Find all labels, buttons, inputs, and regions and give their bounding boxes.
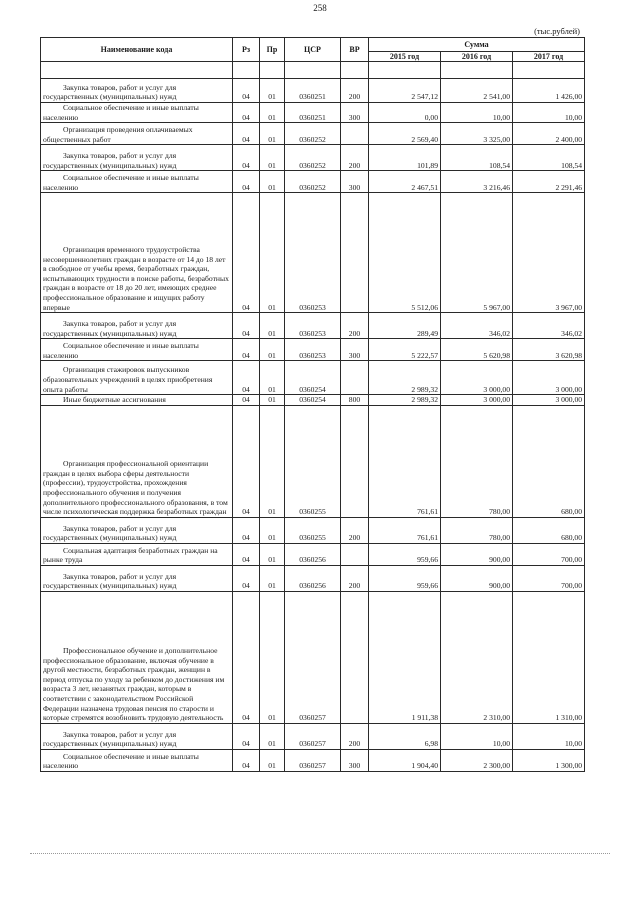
row-csr: 0360252 <box>285 123 341 145</box>
row-name-cell <box>41 361 233 395</box>
row-pr: 01 <box>260 517 285 543</box>
row-value-2017: 3 967,00 <box>513 193 585 313</box>
row-value-2016: 10,00 <box>441 103 513 123</box>
row-name: Закупка товаров, работ и услуг для государственных (муниципальных) нужд <box>43 523 177 543</box>
row-csr: 0360253 <box>285 193 341 313</box>
row-name: Организация проведения оплачиваемых общественных работ <box>43 125 193 144</box>
table-row <box>41 361 585 395</box>
row-pr: 01 <box>260 313 285 339</box>
row-vr: 200 <box>341 79 369 103</box>
table-row <box>41 543 585 565</box>
row-value-2015: 6,98 <box>369 723 441 749</box>
row-csr: 0360255 <box>285 517 341 543</box>
row-csr: 0360251 <box>285 103 341 123</box>
row-name-cell <box>41 123 233 145</box>
header-2016: 2016 год <box>441 52 513 62</box>
row-rz: 04 <box>233 543 260 565</box>
row-value-2017: 2 400,00 <box>513 123 585 145</box>
row-value-2015: 1 911,38 <box>369 591 441 723</box>
table-body <box>41 62 585 772</box>
row-name: Закупка товаров, работ и услуг для государственных (муниципальных) нужд <box>43 151 177 170</box>
row-name: Закупка товаров, работ и услуг для государственных (муниципальных) нужд <box>43 571 177 591</box>
row-value-2016: 2 300,00 <box>441 749 513 771</box>
table-row <box>41 103 585 123</box>
row-csr: 0360257 <box>285 749 341 771</box>
row-value-2017: 1 426,00 <box>513 79 585 103</box>
row-vr: 300 <box>341 339 369 361</box>
header-vr: ВР <box>341 38 369 62</box>
header-csr: ЦСР <box>285 38 341 62</box>
table-row <box>41 145 585 171</box>
row-name: Иные бюджетные ассигнования <box>63 395 166 405</box>
header-2015: 2015 год <box>369 52 441 62</box>
row-vr: 300 <box>341 103 369 123</box>
table-row <box>41 79 585 103</box>
row-pr: 01 <box>260 79 285 103</box>
row-pr: 01 <box>260 565 285 591</box>
row-name-cell <box>41 395 233 406</box>
row-value-2016: 108,54 <box>441 145 513 171</box>
row-value-2016: 2 310,00 <box>441 591 513 723</box>
budget-table <box>40 37 585 772</box>
row-name-cell <box>41 193 233 313</box>
row-csr: 0360255 <box>285 405 341 517</box>
row-value-2017: 3 000,00 <box>513 395 585 406</box>
row-vr: 200 <box>341 517 369 543</box>
row-rz: 04 <box>233 749 260 771</box>
row-name: Закупка товаров, работ и услуг для государственных (муниципальных) нужд <box>43 729 177 749</box>
row-value-2015: 2 569,40 <box>369 123 441 145</box>
row-value-2017: 10,00 <box>513 723 585 749</box>
header-sum: Сумма <box>369 38 585 52</box>
table-row <box>41 517 585 543</box>
row-rz: 04 <box>233 361 260 395</box>
row-name-cell <box>41 339 233 361</box>
row-vr: 200 <box>341 565 369 591</box>
row-pr: 01 <box>260 749 285 771</box>
row-value-2015: 101,89 <box>369 145 441 171</box>
row-value-2017: 1 300,00 <box>513 749 585 771</box>
row-rz: 04 <box>233 565 260 591</box>
row-csr: 0360252 <box>285 171 341 193</box>
row-vr <box>341 123 369 145</box>
row-name: Социальное обеспечение и иные выплаты населению <box>43 173 199 192</box>
row-value-2016: 2 541,00 <box>441 79 513 103</box>
row-name: Социальное обеспечение и иные выплаты населению <box>43 751 199 771</box>
row-rz: 04 <box>233 79 260 103</box>
row-name-cell <box>41 723 233 749</box>
row-pr: 01 <box>260 103 285 123</box>
row-rz: 04 <box>233 123 260 145</box>
table-row <box>41 313 585 339</box>
row-value-2015: 0,00 <box>369 103 441 123</box>
row-csr: 0360256 <box>285 565 341 591</box>
table-row <box>41 749 585 771</box>
row-rz: 04 <box>233 145 260 171</box>
row-value-2017: 700,00 <box>513 543 585 565</box>
row-csr: 0360254 <box>285 395 341 406</box>
row-value-2017: 700,00 <box>513 565 585 591</box>
row-value-2017: 3 000,00 <box>513 361 585 395</box>
row-value-2017: 680,00 <box>513 517 585 543</box>
table-row <box>41 405 585 517</box>
row-name: Организация временного трудоустройства несовершеннолетних граждан в возрасте от 14 до 18 лет в свободное от учебы время, безработных граждан, испытывающих трудности в поиске работы, безработных граждан в возрасте от 18 до 20 лет, имеющих среднее профессиональное образование и ищущих работу впервые <box>43 245 229 312</box>
row-rz: 04 <box>233 171 260 193</box>
row-name-cell <box>41 543 233 565</box>
row-value-2015: 2 989,32 <box>369 361 441 395</box>
row-name-cell <box>41 517 233 543</box>
header-pr: Пр <box>260 38 285 62</box>
row-pr: 01 <box>260 145 285 171</box>
table-row <box>41 723 585 749</box>
row-value-2015: 1 904,40 <box>369 749 441 771</box>
page-bottom-rule <box>30 853 610 854</box>
row-name: Профессиональное обучение и дополнительное профессиональное образование, включая обучение в другой местности, безработных граждан, женщин в период отпуска по уходу за ребенком до достижения им возраста 3 лет, незанятых граждан, которым в соответствии с законодательством Российской Федерации назначена трудовая пенсия по старости и которые стремятся возобновить трудовую деятельность <box>43 646 225 723</box>
row-pr: 01 <box>260 543 285 565</box>
row-csr: 0360257 <box>285 723 341 749</box>
row-pr: 01 <box>260 723 285 749</box>
row-vr: 200 <box>341 145 369 171</box>
row-value-2016: 10,00 <box>441 723 513 749</box>
row-name: Закупка товаров, работ и услуг для государственных (муниципальных) нужд <box>43 319 177 338</box>
row-value-2016: 3 216,46 <box>441 171 513 193</box>
row-rz: 04 <box>233 313 260 339</box>
row-vr: 200 <box>341 313 369 339</box>
row-pr: 01 <box>260 193 285 313</box>
row-value-2017: 10,00 <box>513 103 585 123</box>
row-value-2017: 3 620,98 <box>513 339 585 361</box>
table-row <box>41 395 585 406</box>
row-vr <box>341 361 369 395</box>
row-pr: 01 <box>260 395 285 406</box>
row-value-2016: 900,00 <box>441 565 513 591</box>
row-value-2017: 680,00 <box>513 405 585 517</box>
row-csr: 0360253 <box>285 313 341 339</box>
row-value-2016: 900,00 <box>441 543 513 565</box>
row-name-cell <box>41 313 233 339</box>
row-vr <box>341 543 369 565</box>
table-row <box>41 123 585 145</box>
units-note: (тыс.рублей) <box>534 26 580 36</box>
row-csr: 0360254 <box>285 361 341 395</box>
row-rz: 04 <box>233 591 260 723</box>
row-value-2015: 2 467,51 <box>369 171 441 193</box>
row-name-cell <box>41 565 233 591</box>
row-rz: 04 <box>233 193 260 313</box>
row-pr: 01 <box>260 339 285 361</box>
row-vr <box>341 405 369 517</box>
row-pr: 01 <box>260 591 285 723</box>
header-rz: Рз <box>233 38 260 62</box>
row-pr: 01 <box>260 405 285 517</box>
row-csr: 0360251 <box>285 79 341 103</box>
row-vr: 800 <box>341 395 369 406</box>
row-name-cell <box>41 103 233 123</box>
row-name: Закупка товаров, работ и услуг для государственных (муниципальных) нужд <box>43 82 177 102</box>
row-vr <box>341 591 369 723</box>
row-name-cell <box>41 79 233 103</box>
row-name-cell <box>41 171 233 193</box>
row-value-2017: 346,02 <box>513 313 585 339</box>
row-name: Социальное обеспечение и иные выплаты населению <box>43 341 199 360</box>
row-value-2015: 959,66 <box>369 565 441 591</box>
row-value-2015: 959,66 <box>369 543 441 565</box>
row-name: Организация профессиональной ориентации граждан в целях выбора сферы деятельности (профессии), трудоустройства, прохождения профессионального обучения и получения дополнительного профессионального образования, в том числе психологическая поддержка безработных граждан <box>43 459 228 517</box>
spacer-row <box>41 62 585 79</box>
row-value-2015: 5 512,06 <box>369 193 441 313</box>
row-value-2015: 289,49 <box>369 313 441 339</box>
row-rz: 04 <box>233 723 260 749</box>
row-vr <box>341 193 369 313</box>
row-value-2017: 2 291,46 <box>513 171 585 193</box>
page-number: 258 <box>313 3 327 13</box>
row-name: Социальная адаптация безработных граждан на рынке труда <box>43 545 218 565</box>
row-name: Социальное обеспечение и иные выплаты населению <box>43 103 199 122</box>
table-row <box>41 193 585 313</box>
row-value-2015: 761,61 <box>369 517 441 543</box>
row-rz: 04 <box>233 517 260 543</box>
row-value-2016: 3 000,00 <box>441 361 513 395</box>
row-rz: 04 <box>233 339 260 361</box>
row-csr: 0360252 <box>285 145 341 171</box>
table-row <box>41 171 585 193</box>
row-csr: 0360256 <box>285 543 341 565</box>
row-value-2016: 3 000,00 <box>441 395 513 406</box>
row-value-2017: 108,54 <box>513 145 585 171</box>
row-rz: 04 <box>233 395 260 406</box>
table-row <box>41 591 585 723</box>
header-name: Наименование кода <box>41 38 233 62</box>
row-csr: 0360257 <box>285 591 341 723</box>
row-vr: 300 <box>341 171 369 193</box>
row-value-2015: 761,61 <box>369 405 441 517</box>
row-value-2016: 5 620,98 <box>441 339 513 361</box>
row-name-cell <box>41 145 233 171</box>
row-name-cell <box>41 591 233 723</box>
row-value-2016: 780,00 <box>441 517 513 543</box>
row-name-cell <box>41 749 233 771</box>
row-rz: 04 <box>233 405 260 517</box>
row-value-2015: 2 989,32 <box>369 395 441 406</box>
row-name-cell <box>41 405 233 517</box>
row-value-2015: 5 222,57 <box>369 339 441 361</box>
row-value-2017: 1 310,00 <box>513 591 585 723</box>
row-value-2016: 780,00 <box>441 405 513 517</box>
row-vr: 300 <box>341 749 369 771</box>
row-csr: 0360253 <box>285 339 341 361</box>
row-vr: 200 <box>341 723 369 749</box>
row-value-2016: 346,02 <box>441 313 513 339</box>
row-value-2015: 2 547,12 <box>369 79 441 103</box>
row-value-2016: 5 967,00 <box>441 193 513 313</box>
row-pr: 01 <box>260 361 285 395</box>
header-2017: 2017 год <box>513 52 585 62</box>
row-pr: 01 <box>260 123 285 145</box>
table-row <box>41 565 585 591</box>
table-row <box>41 339 585 361</box>
row-value-2016: 3 325,00 <box>441 123 513 145</box>
row-pr: 01 <box>260 171 285 193</box>
row-rz: 04 <box>233 103 260 123</box>
row-name: Организация стажировок выпускников образовательных учреждений в целях приобретения опыта работы <box>43 365 213 394</box>
